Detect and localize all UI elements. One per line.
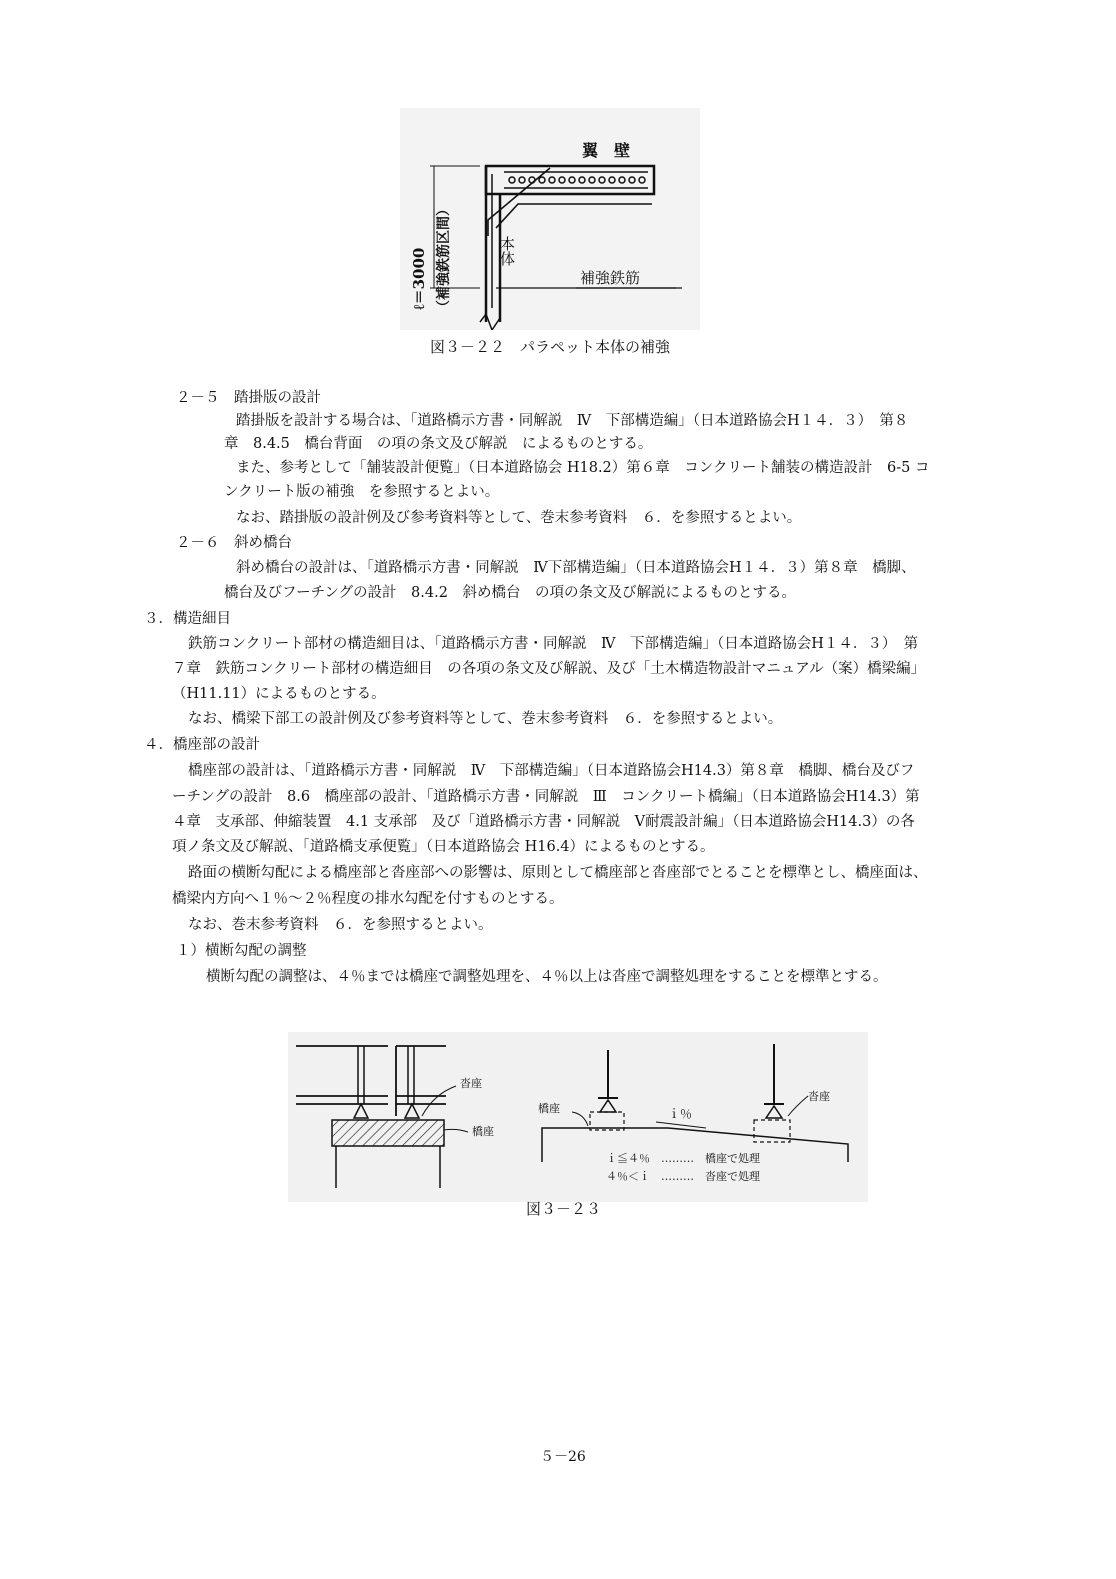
section-4-line: 項ノ条文及び解説、「道路橋支承便覧」（日本道路協会 H16.4）によるものとする。 [172,839,715,855]
section-3-line: 鉄筋コンクリート部材の構造細目は、「道路橋示方書・同解説 Ⅳ 下部構造編」（日本道路協会H１４．３） 第 [188,636,919,652]
section-4-line: なお、巻末参考資料 ６．を参照するとよい。 [188,917,493,933]
figure-parapet-reinforcement [400,108,700,330]
shoe-seat-label-right: 沓座 [808,1090,830,1103]
length-note-label: （補強鉄筋区間） [436,202,452,314]
section-2-6-line: 斜め橋台の設計は、「道路橋示方書・同解説 Ⅳ下部構造編」（日本道路協会H１４．３）第８章 橋脚、 [236,560,916,576]
section-4-heading: ４．橋座部の設計 [144,737,260,753]
section-4-line: 路面の横断勾配による橋座部と沓座部への影響は、原則として橋座部と沓座部でとることを標準とし、橋座面は、 [188,865,928,881]
rule-1: ｉ≦４％ ……… 橋座で処理 [606,1152,760,1165]
rule-2: ４％＜ｉ ……… 沓座で処理 [606,1170,760,1183]
bridge-seat-label-left: 橋座 [472,1125,494,1138]
figure1-caption: 図３－２２ パラペット本体の補強 [430,338,671,356]
figure2-caption: 図３－２３ [526,1200,602,1218]
slope-label: ｉ％ [668,1107,693,1121]
section-4-line: 橋梁内方向へ１％～２％程度の排水勾配を付すものとする。 [172,891,564,907]
figure-bridge-seat-slope [288,1032,868,1202]
page-number: ５－26 [540,1449,586,1465]
length-label: ℓ＝3000 [410,247,428,310]
section-2-5-line: 章 8.4.5 橋台背面 の項の条文及び解説 によるものとする。 [224,436,653,452]
section-2-5-line: 踏掛版を設計する場合は、「道路橋示方書・同解説 Ⅳ 下部構造編」（日本道路協会H１４．３） 第８ [236,413,909,429]
section-4-sub1-line: 横断勾配の調整は、４％までは橋座で調整処理を、４％以上は沓座で調整処理をすることを標準とする。 [206,969,888,985]
section-2-6-line: 橋台及びフーチングの設計 8.4.2 斜め橋台 の項の条文及び解説によるものとする。 [224,585,796,601]
bridge-seat-label-right: 橋座 [538,1102,560,1115]
section-4-line: ーチングの設計 8.6 橋座部の設計、「道路橋示方書・同解説 Ⅲ コンクリート橋編」（日本道路協会H14.3）第 [172,789,920,805]
wing-wall-label: 翼 壁 [582,141,631,160]
bridge-seat-diagram [288,1032,868,1202]
main-body-label: 本体 [498,236,516,266]
section-3-line: ７章 鉄筋コンクリート部材の構造細目 の各項の条文及び解説、及び「土木構造物設計マニュアル（案）橋梁編」 [172,661,926,677]
bridge-seat-hatch [332,1120,444,1146]
section-3-line: なお、橋梁下部工の設計例及び参考資料等として、巻末参考資料 ６．を参照するとよい。 [188,711,783,727]
section-2-5-heading: ２－５ 踏掛版の設計 [176,390,321,406]
section-4-line: 橋座部の設計は、「道路橋示方書・同解説 Ⅳ 下部構造編」（日本道路協会H14.3）第８章 橋脚、橋台及びフ [188,763,915,779]
section-3-heading: ３．構造細目 [144,611,231,627]
section-2-5-line: ンクリート版の補強 を参照するとよい。 [224,484,500,500]
section-4-sub1-heading: １）横断勾配の調整 [176,943,307,959]
rebar-label: 補強鉄筋 [580,269,641,287]
section-3-line: （H11.11）によるものとする。 [172,686,386,702]
shoe-seat-label-left: 沓座 [460,1077,482,1090]
section-4-line: ４章 支承部、伸縮装置 4.1 支承部 及び「道路橋示方書・同解説 Ⅴ耐震設計編」（日本道路協会H14.3）の各 [172,814,915,830]
section-2-5-line: また、参考として「舗装設計便覧」（日本道路協会 H18.2）第６章 コンクリート舗装の構造設計 6-5 コ [236,460,930,476]
parapet-diagram [400,108,700,330]
section-2-6-heading: ２－６ 斜め橋台 [176,535,292,551]
section-2-5-line: なお、踏掛版の設計例及び参考資料等として、巻末参考資料 ６．を参照するとよい。 [236,510,802,526]
